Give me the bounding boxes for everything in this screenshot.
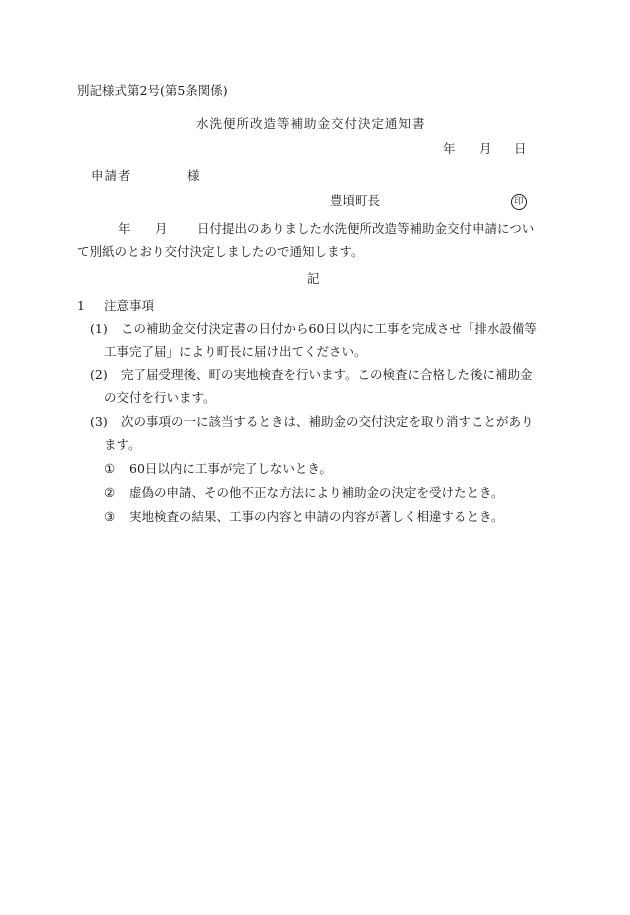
document-title: 水洗便所改造等補助金交付決定通知書 (196, 116, 426, 131)
item-number: (3) (90, 414, 108, 429)
body-text-line2: て別紙のとおり交付決定しましたので通知します。 (77, 244, 364, 259)
body-year-label: 年 (118, 221, 131, 236)
body-month-label: 月 (155, 221, 168, 236)
subitem-number: ② (104, 485, 116, 500)
issuer-name: 豊頃町長 (330, 193, 381, 208)
form-reference: 別記様式第2号(第5条関係) (77, 83, 228, 98)
body-text-line1: 日付提出のありました水洗便所改造等補助金交付申請につい (197, 221, 535, 236)
date-day-label: 日 (514, 141, 527, 156)
date-month-label: 月 (479, 141, 492, 156)
item-text-line1: 完了届受理後、町の実地検査を行います。この検査に合格した後に補助金 (121, 367, 533, 382)
applicant-label: 申請者 (91, 168, 132, 183)
seal-mark: 印 (511, 194, 527, 210)
item-number: (1) (90, 321, 108, 336)
item-text-line1: この補助金交付決定書の日付から60日以内に工事を完成させ「排水設備等 (121, 321, 537, 336)
item-text-line2: 工事完了届」により町長に届け出てください。 (104, 344, 367, 359)
item-number: (2) (90, 367, 108, 382)
subitem-number: ① (104, 461, 116, 476)
ki-mark: 記 (307, 271, 320, 286)
seal-mark-wrapper (511, 194, 527, 210)
item-text-line2: ます。 (104, 437, 141, 452)
subitem-text: 虚偽の申請、その他不正な方法により補助金の決定を受けたとき。 (129, 485, 504, 500)
applicant-honorific: 様 (187, 168, 200, 183)
item-text-line1: 次の事項の一に該当するときは、補助金の交付決定を取り消すことがあり (121, 414, 534, 429)
subitem-text: 実地検査の結果、工事の内容と申請の内容が著しく相違するとき。 (129, 509, 504, 524)
section-heading: 注意事項 (104, 298, 155, 313)
section-number: 1 (77, 298, 85, 313)
date-year-label: 年 (443, 141, 456, 156)
item-text-line2: の交付を行います。 (104, 390, 216, 405)
subitem-number: ③ (104, 509, 116, 524)
subitem-text: 60日以内に工事が完了しないとき。 (129, 461, 332, 476)
